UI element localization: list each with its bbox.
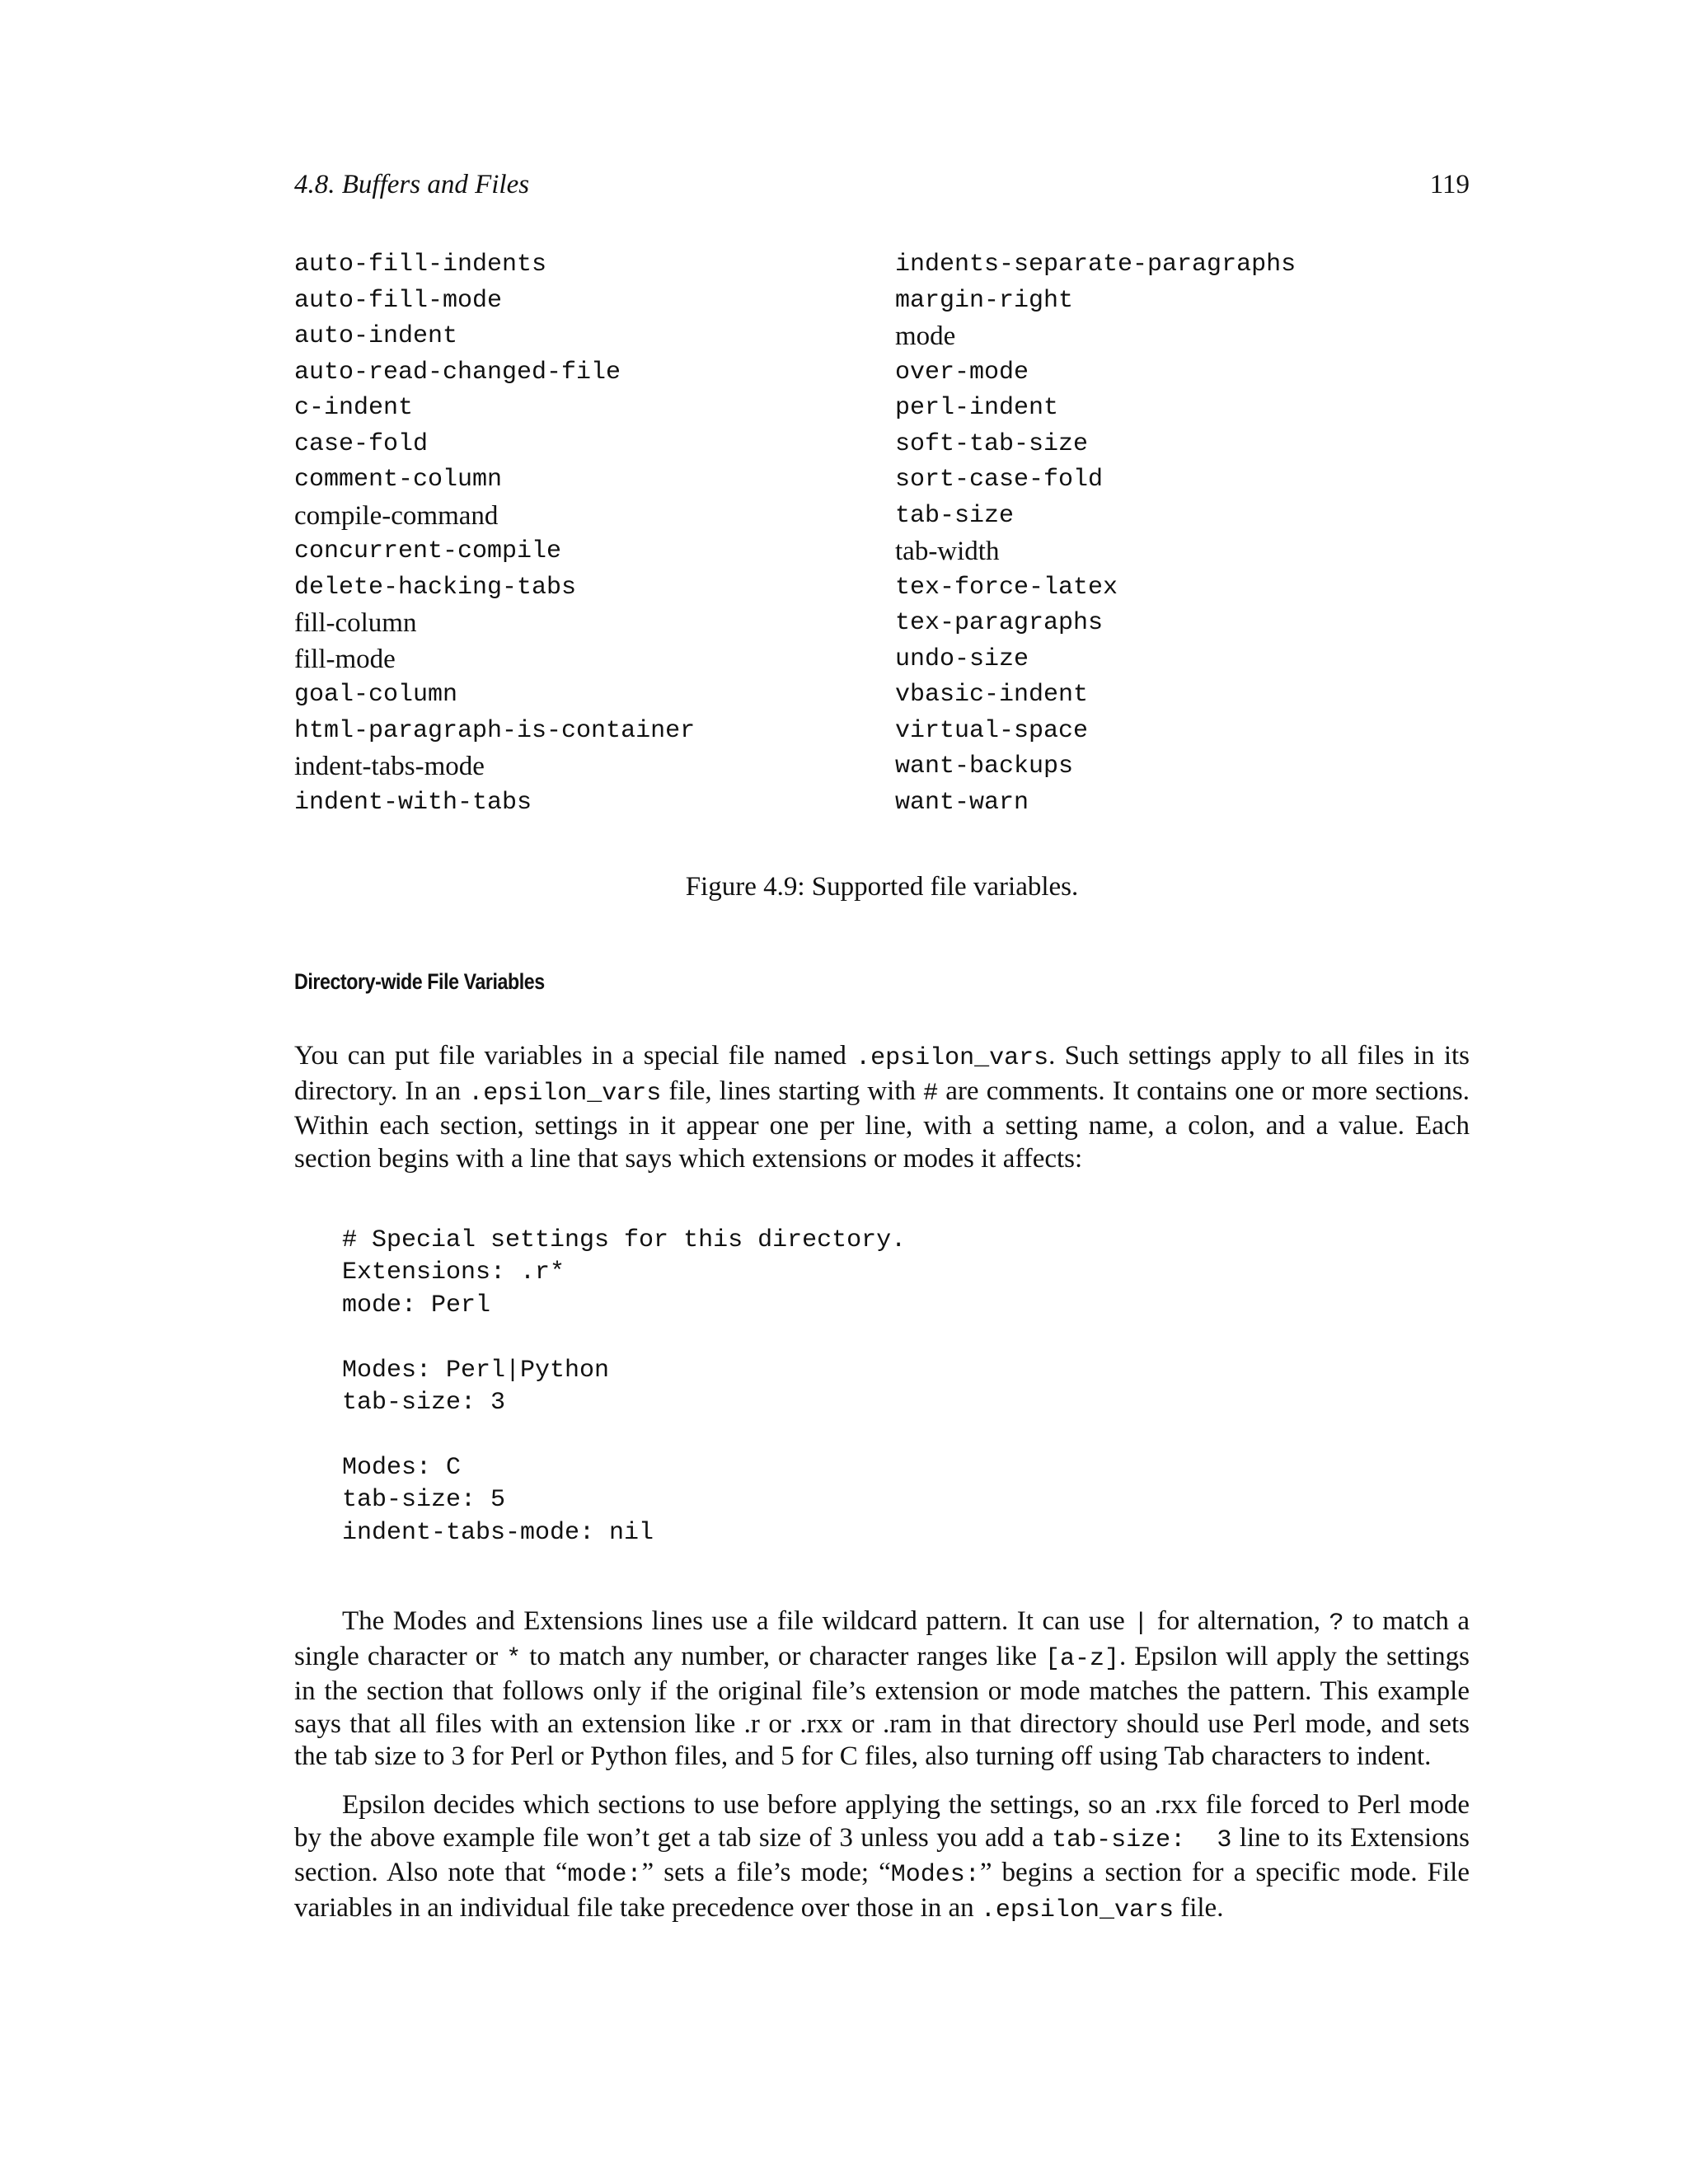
variable-item: indent-with-tabs [294,788,532,817]
code-line [342,1322,906,1354]
text-run: Epsilon decides which sections to use before applying the settings, so an .rxx file forced to Perl mode by the above example file won’t get a tab size of 3 unless you add a [294,1790,1470,1853]
variables-left-column [294,247,695,821]
variable-item: c-indent [294,394,414,422]
inline-code: .epsilon_vars [468,1079,662,1108]
inline-code: .epsilon_vars [856,1044,1049,1072]
text-run: file. [1173,1892,1224,1923]
intro-paragraph [294,1040,1470,1175]
variable-item: goal-column [294,681,458,709]
variable-item: tex-force-latex [895,573,1118,602]
variable-item: indent-tabs-mode [294,752,485,781]
text-run: . Such settings apply to all files in its directory. In an [294,1041,1470,1106]
text-run: ” begins a section for a specific mode. File variables in an individual file take precedence over those in an [294,1858,1470,1923]
inline-code: [a-z] [1045,1644,1120,1673]
code-line: mode: Perl [342,1291,491,1319]
inline-code: # [923,1079,939,1108]
variable-item: auto-fill-mode [294,286,503,315]
inline-code: .epsilon_vars [980,1896,1174,1924]
variable-item: tex-paragraphs [895,609,1104,637]
variable-item: perl-indent [895,394,1059,422]
variable-item: auto-indent [294,322,458,350]
variable-item: compile-command [294,500,499,531]
text-run: file, lines starting with [661,1076,924,1106]
page-header [294,170,1470,203]
text-run: You can put file variables in a special file named [294,1041,856,1071]
variable-item: sort-case-fold [895,466,1104,494]
variable-item: auto-fill-indents [294,251,547,279]
wildcard-paragraph [294,1605,1470,1774]
variable-item: auto-read-changed-file [294,358,621,387]
running-header-title: 4.8. Buffers and Files [294,170,530,199]
page-number: 119 [1429,170,1470,199]
variable-item: comment-column [294,466,503,494]
code-line [342,1419,906,1451]
text-run: . Epsilon will apply the settings in the section that follows only if the original file’s extension or mode matches the pattern. This example says that all files with an extension like .r or .rxx or .ram in that directory should use Perl mode, and sets the tab size to 3 for Perl or Python files, and 5 for C files, also turning off using Tab characters to indent. [294,1641,1470,1771]
variable-item: over-mode [895,358,1029,387]
code-line: # Special settings for this directory. [342,1226,907,1254]
code-line: tab-size: 3 [342,1388,506,1417]
variable-item: indents-separate-paragraphs [895,251,1296,279]
code-line: tab-size: 5 [342,1486,506,1515]
text-run: line to its Extensions section. Also note that “ [294,1822,1470,1887]
text-run: to match any number, or character ranges like [521,1641,1046,1671]
variable-item: want-warn [895,788,1029,817]
code-line: Modes: C [342,1453,462,1482]
inline-code: ? [1329,1610,1344,1638]
code-line: Modes: Perl|Python [342,1356,610,1385]
variable-item: undo-size [895,644,1029,673]
text-run: The Modes and Extensions lines use a file wildcard pattern. It can use [342,1606,1134,1636]
variable-item: tab-width [895,537,1000,566]
variable-item: soft-tab-size [895,429,1089,458]
variable-item: fill-mode [294,644,396,674]
text-run: for alternation, [1148,1606,1329,1636]
text-run: ” sets a file’s mode; “ [641,1858,891,1887]
variable-item: delete-hacking-tabs [294,573,577,602]
variable-item: fill-column [294,608,417,638]
variable-item: want-backups [895,752,1074,780]
inline-code: Modes: [890,1861,980,1889]
section-heading: Directory-wide File Variables [294,969,545,994]
variable-item: concurrent-compile [294,537,562,565]
variable-item: mode [895,321,956,351]
variable-item: vbasic-indent [895,681,1089,709]
text-run: to match a single character or [294,1606,1470,1671]
precedence-paragraph [294,1789,1470,1927]
code-line: Extensions: .r* [342,1258,565,1287]
variable-item: virtual-space [895,716,1089,745]
code-line: indent-tabs-mode: nil [342,1518,654,1547]
inline-code: | [1133,1610,1149,1638]
variable-item: case-fold [294,429,429,458]
text-run: are comments. It contains one or more sections. Within each section, settings in it appear one per line, with a setting name, a colon, and a value. Each section begins with a line that says which extensions or modes it affects: [294,1076,1470,1174]
file-variables-figure [294,247,1470,824]
inline-code: mode: [567,1861,642,1889]
variables-right-column [895,247,1296,821]
variable-item: margin-right [895,286,1074,315]
inline-code: * [506,1644,522,1673]
variable-item: html-paragraph-is-container [294,716,696,745]
figure-caption: Figure 4.9: Supported file variables. [685,872,1079,902]
code-example [342,1225,906,1549]
inline-code: tab-size: 3 [1052,1825,1232,1854]
variable-item: tab-size [895,501,1015,530]
